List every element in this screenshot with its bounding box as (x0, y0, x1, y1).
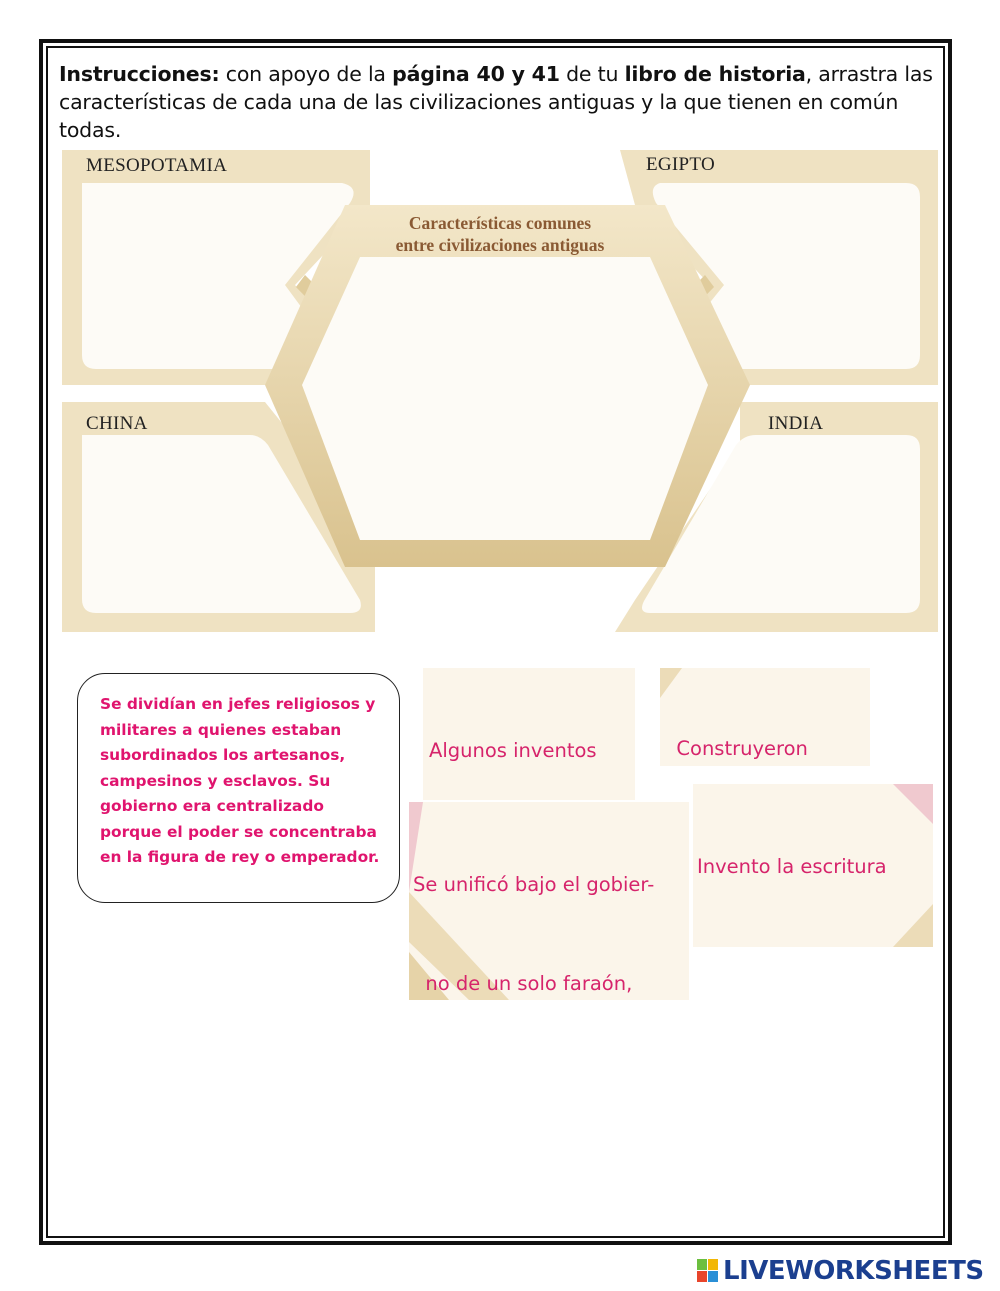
civilizations-diagram (60, 145, 945, 635)
card-drenajes-text (664, 668, 870, 766)
instructions-part3: , arrastra las características de cada una de las civilizaciones antiguas y la que tienen en común todas. (59, 62, 933, 142)
card-escritura-text (697, 784, 933, 947)
instructions-label: Instrucciones: (59, 62, 220, 86)
card-faraon-line: no de un solo faraón, (413, 972, 633, 995)
instructions-part2: de tu (559, 62, 625, 86)
center-title (360, 212, 640, 256)
instructions-pages: página 40 y 41 (392, 62, 560, 86)
china-title: CHINA (86, 413, 148, 434)
liveworksheets-logo-text: LIVEWORKSHEETS (723, 1256, 984, 1286)
draggable-card-inventos[interactable] (423, 668, 635, 800)
draggable-card-escritura[interactable] (693, 784, 933, 947)
card-escritura-line: Invento la escritura (697, 855, 887, 878)
mesopotamia-title: MESOPOTAMIA (86, 155, 228, 176)
liveworksheets-logo (697, 1255, 984, 1287)
card-drenajes-line: Construyeron (664, 737, 808, 760)
card-inventos-line: Algunos inventos (429, 739, 597, 762)
center-title-line2: entre civilizaciones antiguas (395, 235, 605, 255)
card-faraon-line: Se unificó bajo el gobier- (413, 873, 655, 896)
liveworksheets-logo-icon (697, 1259, 719, 1283)
draggable-card-faraon[interactable] (409, 802, 689, 1000)
instructions-part1: con apoyo de la (219, 62, 393, 86)
center-title-line1: Características comunes (408, 213, 592, 233)
draggable-card-gobierno[interactable]: Se dividían en jefes religiosos y militares a quienes estaban subordinados los artesanos, campesinos y esclavos. Su gobierno era centralizado porque el poder se concentraba en la figura de rey o emperador. (77, 673, 400, 903)
card-inventos-text (429, 668, 635, 800)
egipto-title: EGIPTO (646, 154, 716, 175)
center-drop-zone[interactable] (302, 257, 708, 540)
india-title: INDIA (768, 413, 824, 434)
instructions-book: libro de historia (624, 62, 806, 86)
instructions-text (59, 60, 939, 144)
draggable-card-drenajes[interactable] (660, 668, 870, 766)
card-faraon-text (413, 802, 689, 1000)
